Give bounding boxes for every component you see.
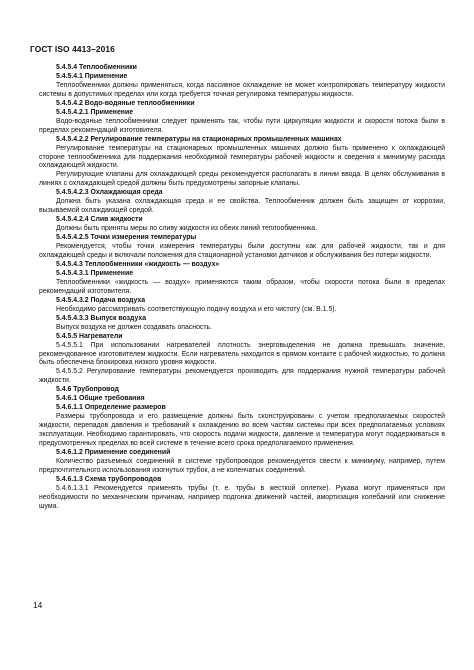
section-heading: 5.4.6.1.3 Схема трубопроводов — [56, 475, 162, 483]
paragraph: Рекомендуется, чтобы точки измерения температуры были доступны как для рабочей жидкости, так и для охлаждающей среды и включали положения для стационарной установки датчиков и обслуживания без потери жидкости. — [39, 243, 445, 260]
paragraph: Выпуск воздуха не должен создавать опасность. — [56, 323, 213, 331]
section-heading: 5.4.5.5 Нагреватели — [56, 332, 123, 340]
section-heading: 5.4.6 Трубопровод — [56, 386, 119, 394]
page-number: 14 — [33, 600, 43, 610]
document-code: ГОСТ ISO 4413–2016 — [30, 44, 115, 54]
section-heading: 5.4.5.4 Теплообменники — [56, 64, 137, 71]
paragraph: Должны быть приняты меры по сливу жидкости из обеих линий теплообменника. — [56, 225, 318, 233]
paragraph: Водо-водяные теплообменники следует применять так, чтобы пути циркуляции жидкости и скорости потока были в пределах рекомендаций изготовителя. — [39, 117, 445, 134]
section-heading: 5.4.5.4.3.2 Подача воздуха — [56, 296, 146, 304]
document-body — [39, 64, 445, 512]
section-heading: 5.4.5.4.2.4 Слив жидкости — [56, 216, 143, 224]
section-heading: 5.4.5.4.2.3 Охлаждающая среда — [56, 189, 163, 197]
paragraph: 5.4.6.1.3.1 Рекомендуется применять трубы (т. е. трубы в жесткой оплетке). Рукава могут применяться при необходимости по механическим причинам, например подгонка движений частей, амортизация колебаний или снижение шума. — [39, 484, 445, 510]
paragraph: Теплообменники должны применяться, когда пассивное охлаждение не может контролировать температуру жидкости системы в допустимых пределах или когда требуется точная регулировка температуры жидкости. — [39, 81, 445, 98]
paragraph: Количество разъемных соединений в системе трубопроводов рекомендуется свести к минимуму, например, путем предпочтительного использования изогнутых трубок, а не коленчатых соединений. — [39, 457, 445, 474]
section-heading: 5.4.5.4.2.1 Применение — [56, 108, 134, 116]
paragraph: Должна быть указана охлаждающая среда и ее свойства. Теплообменник должен быть защищен от коррозии, вызываемой охлаждающей средой. — [39, 198, 445, 215]
section-heading: 5.4.5.4.1 Применение — [56, 72, 128, 80]
paragraph: Необходимо рассматривать соответствующую подачу воздуха и его чистоту (см. B.1.5). — [56, 305, 337, 313]
paragraph: Размеры трубопровода и его размещение должны быть сконструированы с учетом предполагаемых скоростей жидкости, перепадов давления и требований к охлаждению во всем частям системы при всех предполагаемых условиях эксплуатации. Необходимо гарантировать, что скорость подачи жидкости, давление и температура могут поддерживаться в предусмотренных пределах во всей системе в течение всего срока предполагаемого применения. — [39, 413, 445, 448]
paragraph: Регулирующие клапаны для охлаждающей среды рекомендуется располагать в линии ввода. В целях обслуживания в линиях с охлаждающей средой должны быть предусмотрены запорные клапаны. — [39, 171, 445, 188]
paragraph: Теплообменники «жидкость — воздух» применяются таким образом, чтобы скорости потока были в пределах рекомендаций изготовителя. — [39, 278, 445, 295]
paragraph: 5.4.5.5.1 При использовании нагревателей плотность энерговыделения не должна превышать значение, рекомендованное изготовителем жидкости. Если нагреватель находится в прямом контакте с рабочей жидкостью, то должна быть обеспечена блокировка низкого уровня жидкости. — [39, 341, 445, 367]
section-heading: 5.4.5.4.2.2 Регулирование температуры на стационарных промышленных машинах — [56, 135, 342, 143]
section-heading: 5.4.5.4.2.5 Точки измерения температуры — [56, 234, 197, 242]
section-heading: 5.4.5.4.3.3 Выпуск воздуха — [56, 314, 147, 322]
paragraph: 5.4.5.5.2 Регулирование температуры рекомендуется производить для поддержания нужной температуры рабочей жидкости. — [39, 368, 445, 385]
section-heading: 5.4.6.1.1 Определение размеров — [56, 404, 166, 412]
section-heading: 5.4.5.4.3 Теплообменники «жидкость — воздух» — [56, 260, 220, 268]
section-heading: 5.4.5.4.3.1 Применение — [56, 269, 134, 277]
section-heading: 5.4.5.4.2 Водо-водяные теплообменники — [56, 99, 195, 107]
paragraph: Регулирование температуры на стационарных промышленных машинах должно быть применено к охлаждающей стороне теплообменника для поддержания необходимой температуры рабочей жидкости и сведения к минимуму расхода охлаждающей жидкости. — [39, 144, 445, 170]
section-heading: 5.4.6.1.2 Применение соединений — [56, 448, 171, 456]
section-heading: 5.4.6.1 Общие требования — [56, 395, 145, 403]
